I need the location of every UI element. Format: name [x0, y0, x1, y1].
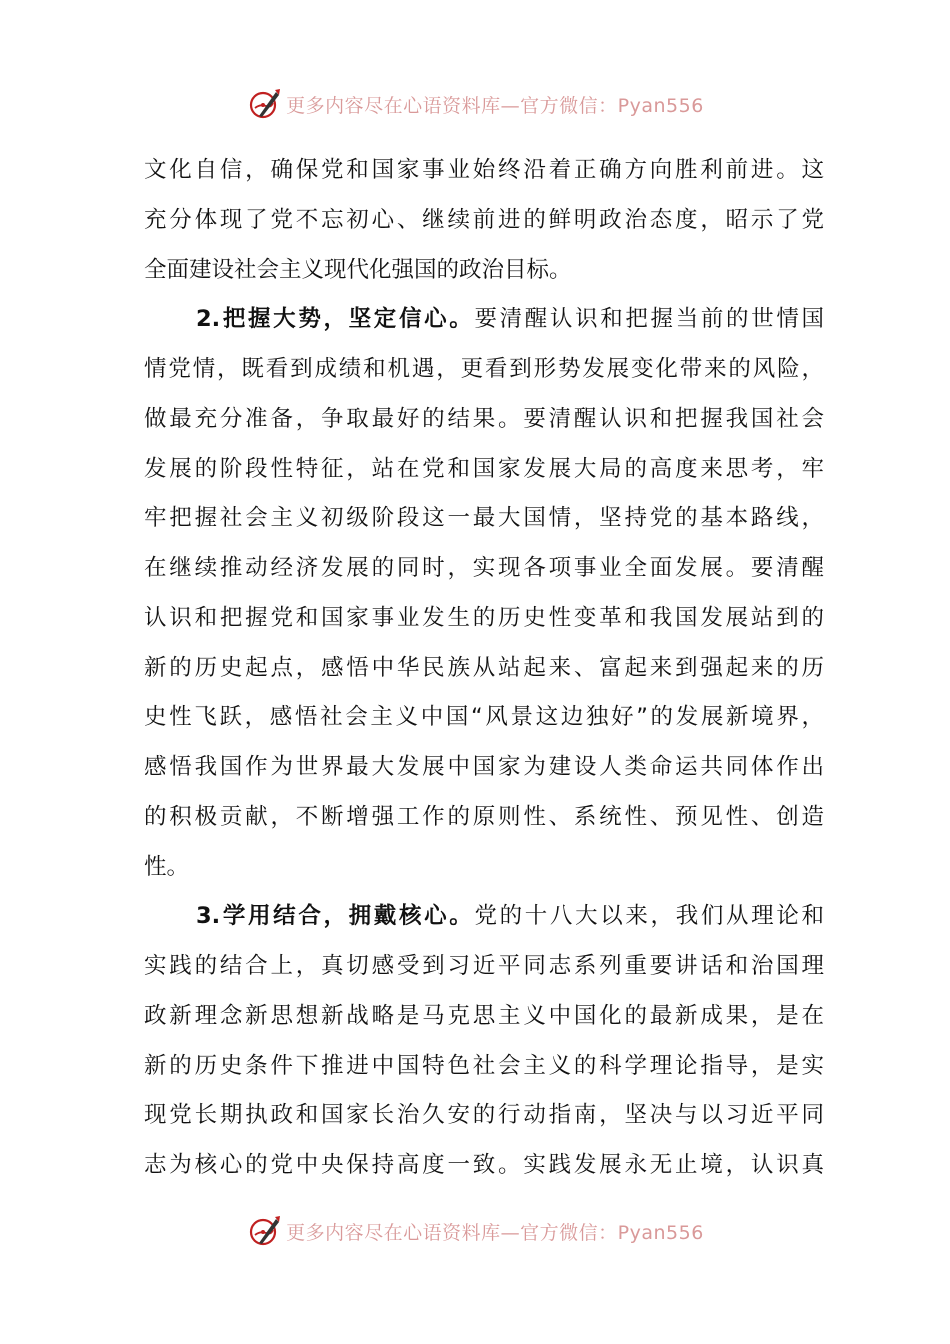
- watermark-banner-top: [0, 84, 950, 124]
- body-line: 在继续推动经济发展的同时，实现各项事业全面发展。要清醒: [144, 555, 824, 581]
- quill-logo-icon: [246, 1213, 282, 1249]
- paragraph-3-first-line: [144, 892, 824, 942]
- body-line: 党的十八大以来，我们从理论和: [474, 903, 824, 930]
- paragraph-2-first-line: [144, 295, 824, 345]
- body-line: 文化自信，确保党和国家事业始终沿着正确方向胜利前进。这: [144, 157, 824, 183]
- body-line: 现党长期执政和国家长治久安的行动指南，坚决与以习近平同: [144, 1102, 824, 1129]
- body-line: 实践的结合上，真切感受到习近平同志系列重要讲话和治国理: [144, 953, 824, 979]
- body-line: 牢把握社会主义初级阶段这一最大国情，坚持党的基本路线，: [144, 505, 824, 532]
- body-line: 新的历史起点，感悟中华民族从站起来、富起来到强起来的历: [144, 654, 824, 681]
- body-line: 新的历史条件下推进中国特色社会主义的科学理论指导，是实: [144, 1052, 824, 1079]
- watermark-banner-bottom: [0, 1211, 950, 1251]
- quill-logo-icon: [246, 86, 282, 122]
- body-line: 认识和把握党和国家事业发生的历史性变革和我国发展站到的: [144, 604, 824, 631]
- section-heading-2: 2.把握大势，坚定信心。: [196, 306, 475, 333]
- body-line: 的积极贡献，不断增强工作的原则性、系统性、预见性、创造: [144, 803, 824, 830]
- watermark-wechat-id: Pyan556: [617, 1221, 704, 1244]
- body-line: 政新理念新思想新战略是马克思主义中国化的最新成果，是在: [144, 1002, 824, 1029]
- watermark-text: 更多内容尽在心语资料库—官方微信：Pyan556: [286, 1221, 704, 1244]
- body-line: 志为核心的党中央保持高度一致。实践发展永无止境，认识真: [144, 1152, 824, 1178]
- watermark-wechat-id: Pyan556: [617, 94, 704, 117]
- watermark-text: 更多内容尽在心语资料库—官方微信：Pyan556: [286, 94, 704, 117]
- body-line: 情党情，既看到成绩和机遇，更看到形势发展变化带来的风险，: [144, 356, 824, 382]
- body-line: 史性飞跃，感悟社会主义中国“风景这边独好”的发展新境界，: [144, 704, 824, 731]
- body-line: 充分体现了党不忘初心、继续前进的鲜明政治态度，昭示了党: [144, 206, 824, 233]
- body-line: 发展的阶段性特征，站在党和国家发展大局的高度来思考，牢: [144, 455, 824, 482]
- body-line: 性。: [144, 853, 190, 880]
- body-line: 感悟我国作为世界最大发展中国家为建设人类命运共同体作出: [144, 754, 824, 780]
- body-line: 要清醒认识和把握当前的世情国: [474, 306, 824, 333]
- body-line: 全面建设社会主义现代化强国的政治目标。: [144, 256, 572, 283]
- section-heading-3: 3.学用结合，拥戴核心。: [196, 903, 475, 930]
- body-line: 做最充分准备，争取最好的结果。要清醒认识和把握我国社会: [144, 405, 824, 432]
- document-body: [144, 146, 824, 1191]
